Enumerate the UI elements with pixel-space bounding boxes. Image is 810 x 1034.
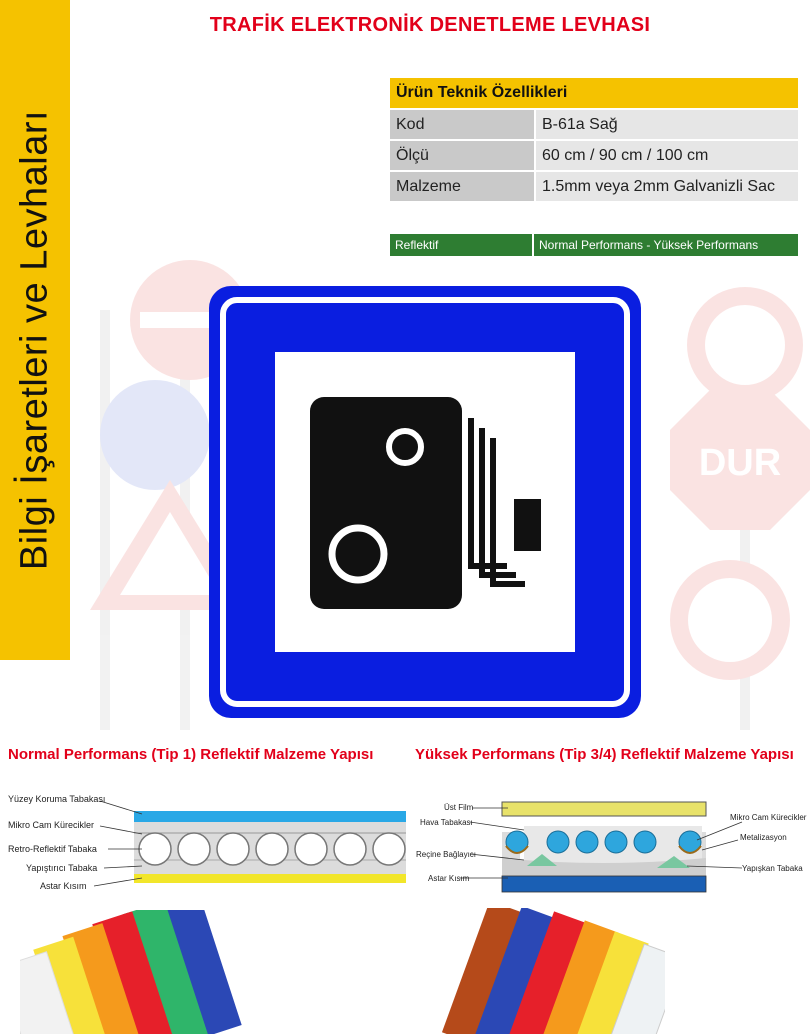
page-title: TRAFİK ELEKTRONİK DENETLEME LEVHASI <box>209 14 651 36</box>
stop-sign-text: DUR <box>698 442 782 484</box>
spec-value: 60 cm / 90 cm / 100 cm <box>535 140 798 171</box>
speed-camera-sign <box>209 286 641 718</box>
label-surface-protection: Yüzey Koruma Tabakası <box>8 794 106 804</box>
spec-key: Kod <box>390 109 535 140</box>
label-resin-binder: Reçine Bağlayıcı <box>416 850 477 859</box>
spec-key: Ölçü <box>390 140 535 171</box>
label-top-film: Üst Film <box>444 803 474 812</box>
label-micro-glass-beads: Mikro Cam Kürecikler <box>8 820 95 830</box>
label-liner: Astar Kısım <box>428 874 470 883</box>
label-adhesive: Yapıştırıcı Tabaka <box>26 863 98 873</box>
label-liner: Astar Kısım <box>40 881 87 891</box>
spec-table <box>390 78 798 201</box>
normal-performance-title: Normal Performans (Tip 1) Reflektif Malzeme Yapısı <box>8 746 374 763</box>
high-structure-diagram <box>412 796 810 894</box>
spec-row <box>390 109 798 140</box>
side-band <box>0 0 70 660</box>
label-air-layer: Hava Tabakası <box>420 818 473 827</box>
spec-row <box>390 171 798 201</box>
spec-key: Malzeme <box>390 171 535 201</box>
label-adhesive: Yapışkan Tabaka <box>742 864 803 873</box>
reflective-key: Reflektif <box>390 234 532 256</box>
spec-value: B-61a Sağ <box>535 109 798 140</box>
label-micro-glass-beads: Mikro Cam Kürecikler <box>730 813 807 822</box>
label-metallization: Metalizasyon <box>740 833 787 842</box>
sidebar-title: Bilgi İşaretleri ve Levhaları <box>13 109 56 571</box>
label-retro-reflective: Retro-Reflektif Tabaka <box>8 844 97 854</box>
spec-row <box>390 140 798 171</box>
normal-structure-diagram <box>4 786 406 891</box>
spec-value: 1.5mm veya 2mm Galvanizli Sac <box>535 171 798 201</box>
high-performance-title: Yüksek Performans (Tip 3/4) Reflektif Malzeme Yapısı <box>415 746 794 763</box>
reflective-value: Normal Performans - Yüksek Performans <box>534 234 798 256</box>
normal-reflective-samples-image <box>20 910 245 1034</box>
high-reflective-samples-image <box>440 908 665 1034</box>
spec-heading: Ürün Teknik Özellikleri <box>390 78 798 109</box>
